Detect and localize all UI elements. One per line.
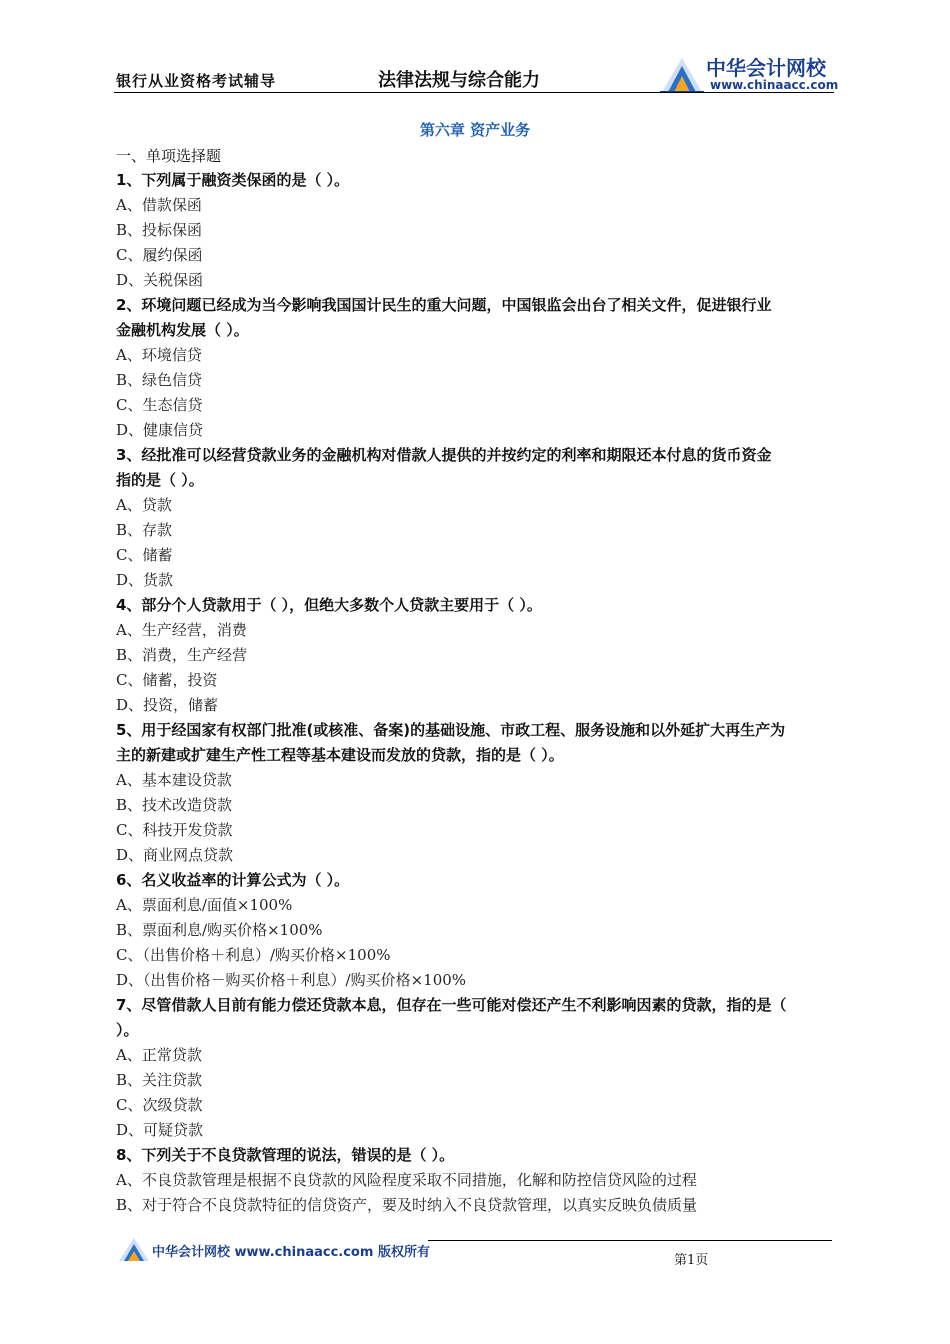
answer-option: C、履约保函 <box>116 246 203 264</box>
header-subject-title: 法律法规与综合能力 <box>378 70 540 91</box>
answer-option: A、不良贷款管理是根据不良贷款的风险程度采取不同措施，化解和防控信贷风险的过程 <box>116 1171 697 1189</box>
footer-logo-icon <box>118 1236 150 1262</box>
answer-option: B、票面利息/购买价格×100% <box>116 921 323 939</box>
answer-option: B、绿色信贷 <box>116 371 203 389</box>
page-number: 第1页 <box>674 1253 709 1268</box>
answer-option: B、投标保函 <box>116 221 203 239</box>
answer-option: D、货款 <box>116 571 174 589</box>
question-stem: 2、环境问题已经成为当今影响我国国计民生的重大问题，中国银监会出台了相关文件，促进银行业 <box>116 296 772 314</box>
answer-option: C、（出售价格＋利息）/购买价格×100% <box>116 946 391 964</box>
answer-option: A、环境信贷 <box>116 346 202 364</box>
footer-divider <box>428 1240 832 1241</box>
logo-url: www.chinaacc.com <box>710 78 839 92</box>
answer-option: B、消费，生产经营 <box>116 646 248 664</box>
question-stem: 金融机构发展（ ）。 <box>116 321 249 339</box>
question-stem: ）。 <box>116 1021 139 1039</box>
answer-option: B、存款 <box>116 521 173 539</box>
answer-option: B、对于符合不良贷款特征的信贷资产，要及时纳入不良贷款管理，以真实反映负债质量 <box>116 1196 698 1214</box>
question-stem: 7、尽管借款人目前有能力偿还贷款本息，但存在一些可能对偿还产生不利影响因素的贷款，指的是（ <box>116 996 787 1014</box>
answer-option: D、可疑贷款 <box>116 1121 204 1139</box>
answer-option: C、科技开发贷款 <box>116 821 233 839</box>
logo-triangle-icon <box>660 54 704 94</box>
question-stem: 4、部分个人贷款用于（ ），但绝大多数个人贷款主要用于（ ）。 <box>116 596 542 614</box>
answer-option: D、商业网点贷款 <box>116 846 234 864</box>
question-list <box>116 168 840 1218</box>
question-stem: 8、下列关于不良贷款管理的说法，错误的是（ ）。 <box>116 1146 455 1164</box>
question-stem: 5、用于经国家有权部门批准(或核准、备案)的基础设施、市政工程、服务设施和以外延扩大再生产为 <box>116 721 786 739</box>
answer-option: A、票面利息/面值×100% <box>116 896 293 914</box>
footer-copyright: 中华会计网校 www.chinaacc.com 版权所有 <box>152 1245 430 1260</box>
answer-option: A、基本建设贷款 <box>116 771 232 789</box>
answer-option: A、正常贷款 <box>116 1046 202 1064</box>
brand-logo[interactable] <box>660 52 840 94</box>
answer-option: B、技术改造贷款 <box>116 796 233 814</box>
answer-option: C、储蓄 <box>116 546 173 564</box>
answer-option: D、关税保函 <box>116 271 204 289</box>
question-stem: 1、下列属于融资类保函的是（ ）。 <box>116 171 350 189</box>
answer-option: A、贷款 <box>116 496 172 514</box>
answer-option: C、生态信贷 <box>116 396 203 414</box>
header-left-title: 银行从业资格考试辅导 <box>116 72 277 90</box>
answer-option: C、次级贷款 <box>116 1096 203 1114</box>
question-stem: 6、名义收益率的计算公式为（ ）。 <box>116 871 350 889</box>
question-stem: 主的新建或扩建生产性工程等基本建设而发放的贷款，指的是（ ）。 <box>116 746 564 764</box>
question-stem: 3、经批准可以经营贷款业务的金融机构对借款人提供的并按约定的利率和期限还本付息的货币资金 <box>116 446 772 464</box>
answer-option: D、健康信贷 <box>116 421 204 439</box>
chapter-title: 第六章 资产业务 <box>419 121 531 139</box>
answer-option: A、生产经营，消费 <box>116 621 247 639</box>
answer-option: D、（出售价格－购买价格＋利息）/购买价格×100% <box>116 971 467 989</box>
answer-option: A、借款保函 <box>116 196 202 214</box>
answer-option: D、投资，储蓄 <box>116 696 219 714</box>
answer-option: B、关注贷款 <box>116 1071 203 1089</box>
question-stem: 指的是（ ）。 <box>116 471 204 489</box>
section-title: 一、单项选择题 <box>116 147 222 165</box>
logo-name: 中华会计网校 <box>706 56 826 80</box>
header-divider <box>114 92 834 93</box>
answer-option: C、储蓄，投资 <box>116 671 218 689</box>
